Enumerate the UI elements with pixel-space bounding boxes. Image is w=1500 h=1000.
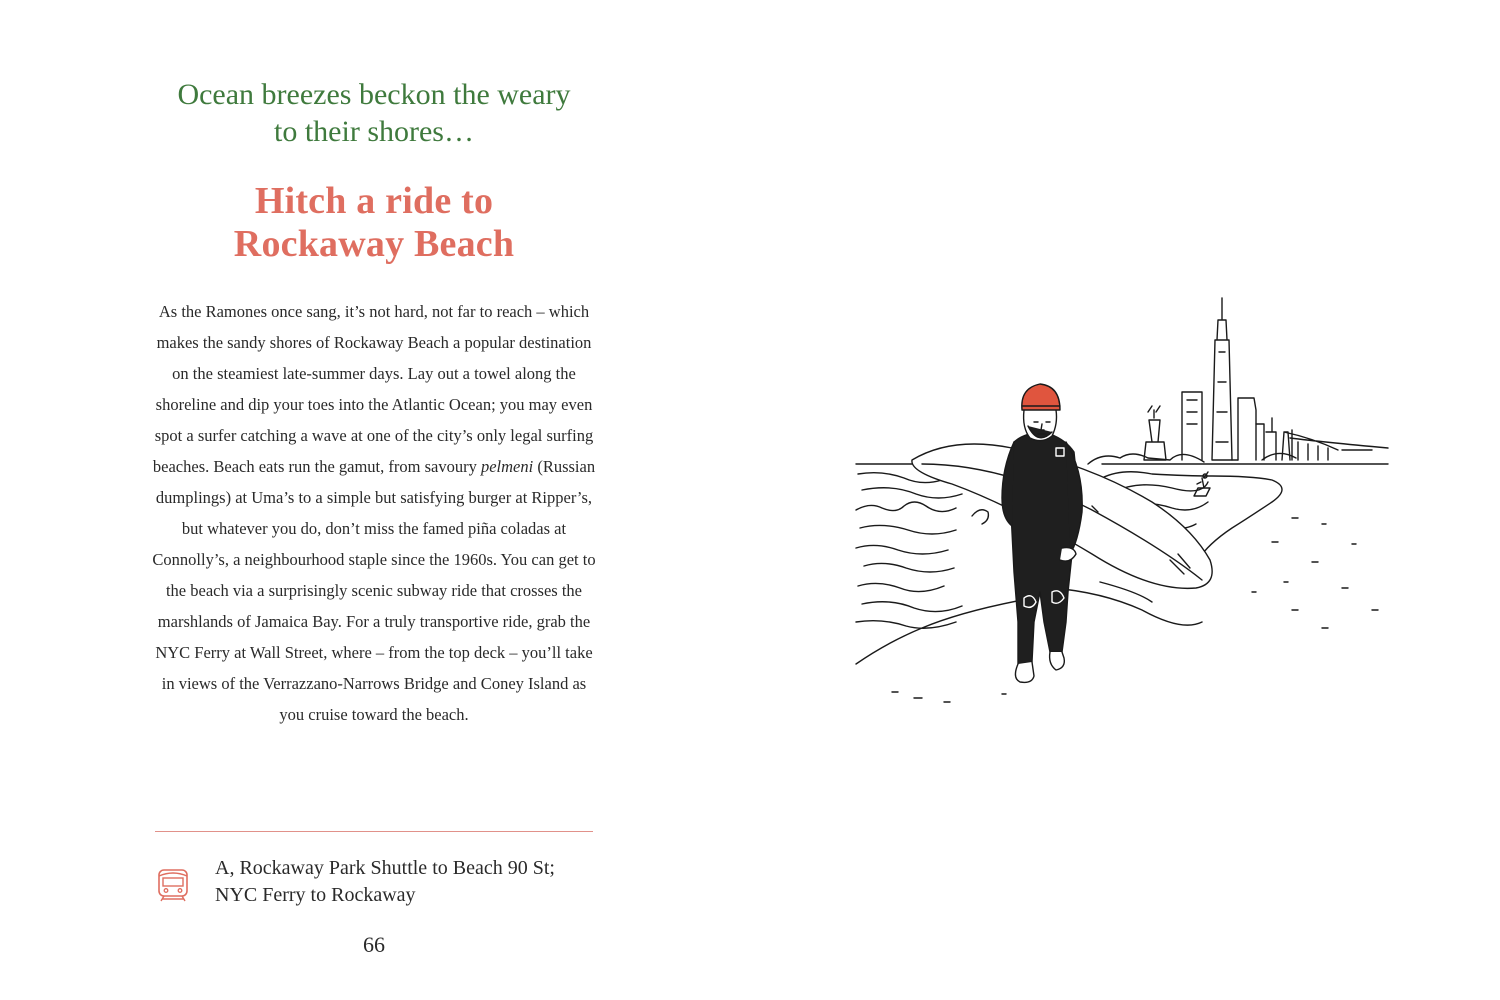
kicker-text (150, 76, 598, 150)
kicker-line-1: Ocean breezes beckon the weary (177, 78, 571, 111)
page-number: 66 (363, 932, 385, 957)
body-paragraph (152, 296, 596, 730)
city-skyline (1088, 298, 1388, 464)
text-page (150, 70, 598, 970)
kicker-line-2: to their shores… (274, 115, 474, 148)
body-text-part-1: As the Ramones once sang, it’s not hard, not far to reach – which makes the sandy shores of Rockaway Beach a popular destination on the steamiest late-summer days. Lay out a towel along the shoreline and dip your toes into the Atlantic Ocean; you may even spot a surfer catching a wave at one of the city’s only legal surfing beaches. Beach eats run the gamut, from savoury (152, 302, 594, 476)
transit-line-1: A, Rockaway Park Shuttle to Beach 90 St; (215, 857, 555, 879)
transit-line-2: NYC Ferry to Rockaway (215, 884, 416, 906)
title-line-1: Hitch a ride to (254, 180, 494, 222)
train-icon (155, 867, 191, 903)
transit-info (155, 855, 595, 915)
transit-directions (215, 855, 595, 909)
body-italic-term: pelmeni (480, 457, 534, 476)
title-line-2: Rockaway Beach (233, 223, 515, 265)
section-divider (155, 831, 593, 832)
body-text-part-2: (Russian dumplings) at Uma’s to a simple but satisfying burger at Ripper’s, but whatever you do, don’t miss the famed piña coladas at Connolly’s, a neighbourhood staple since the 1960s. You can get to the beach via a surprisingly scenic subway ride that crosses the marshlands of Jamaica Bay. For a truly transportive ride, grab the NYC Ferry at Wall Street, where – from the top deck – you’ll take in views of the Verrazzano-Narrows Bridge and Coney Island as you cruise toward the beach. (152, 457, 596, 724)
surfer-illustration (852, 292, 1396, 710)
page-title (150, 180, 598, 266)
